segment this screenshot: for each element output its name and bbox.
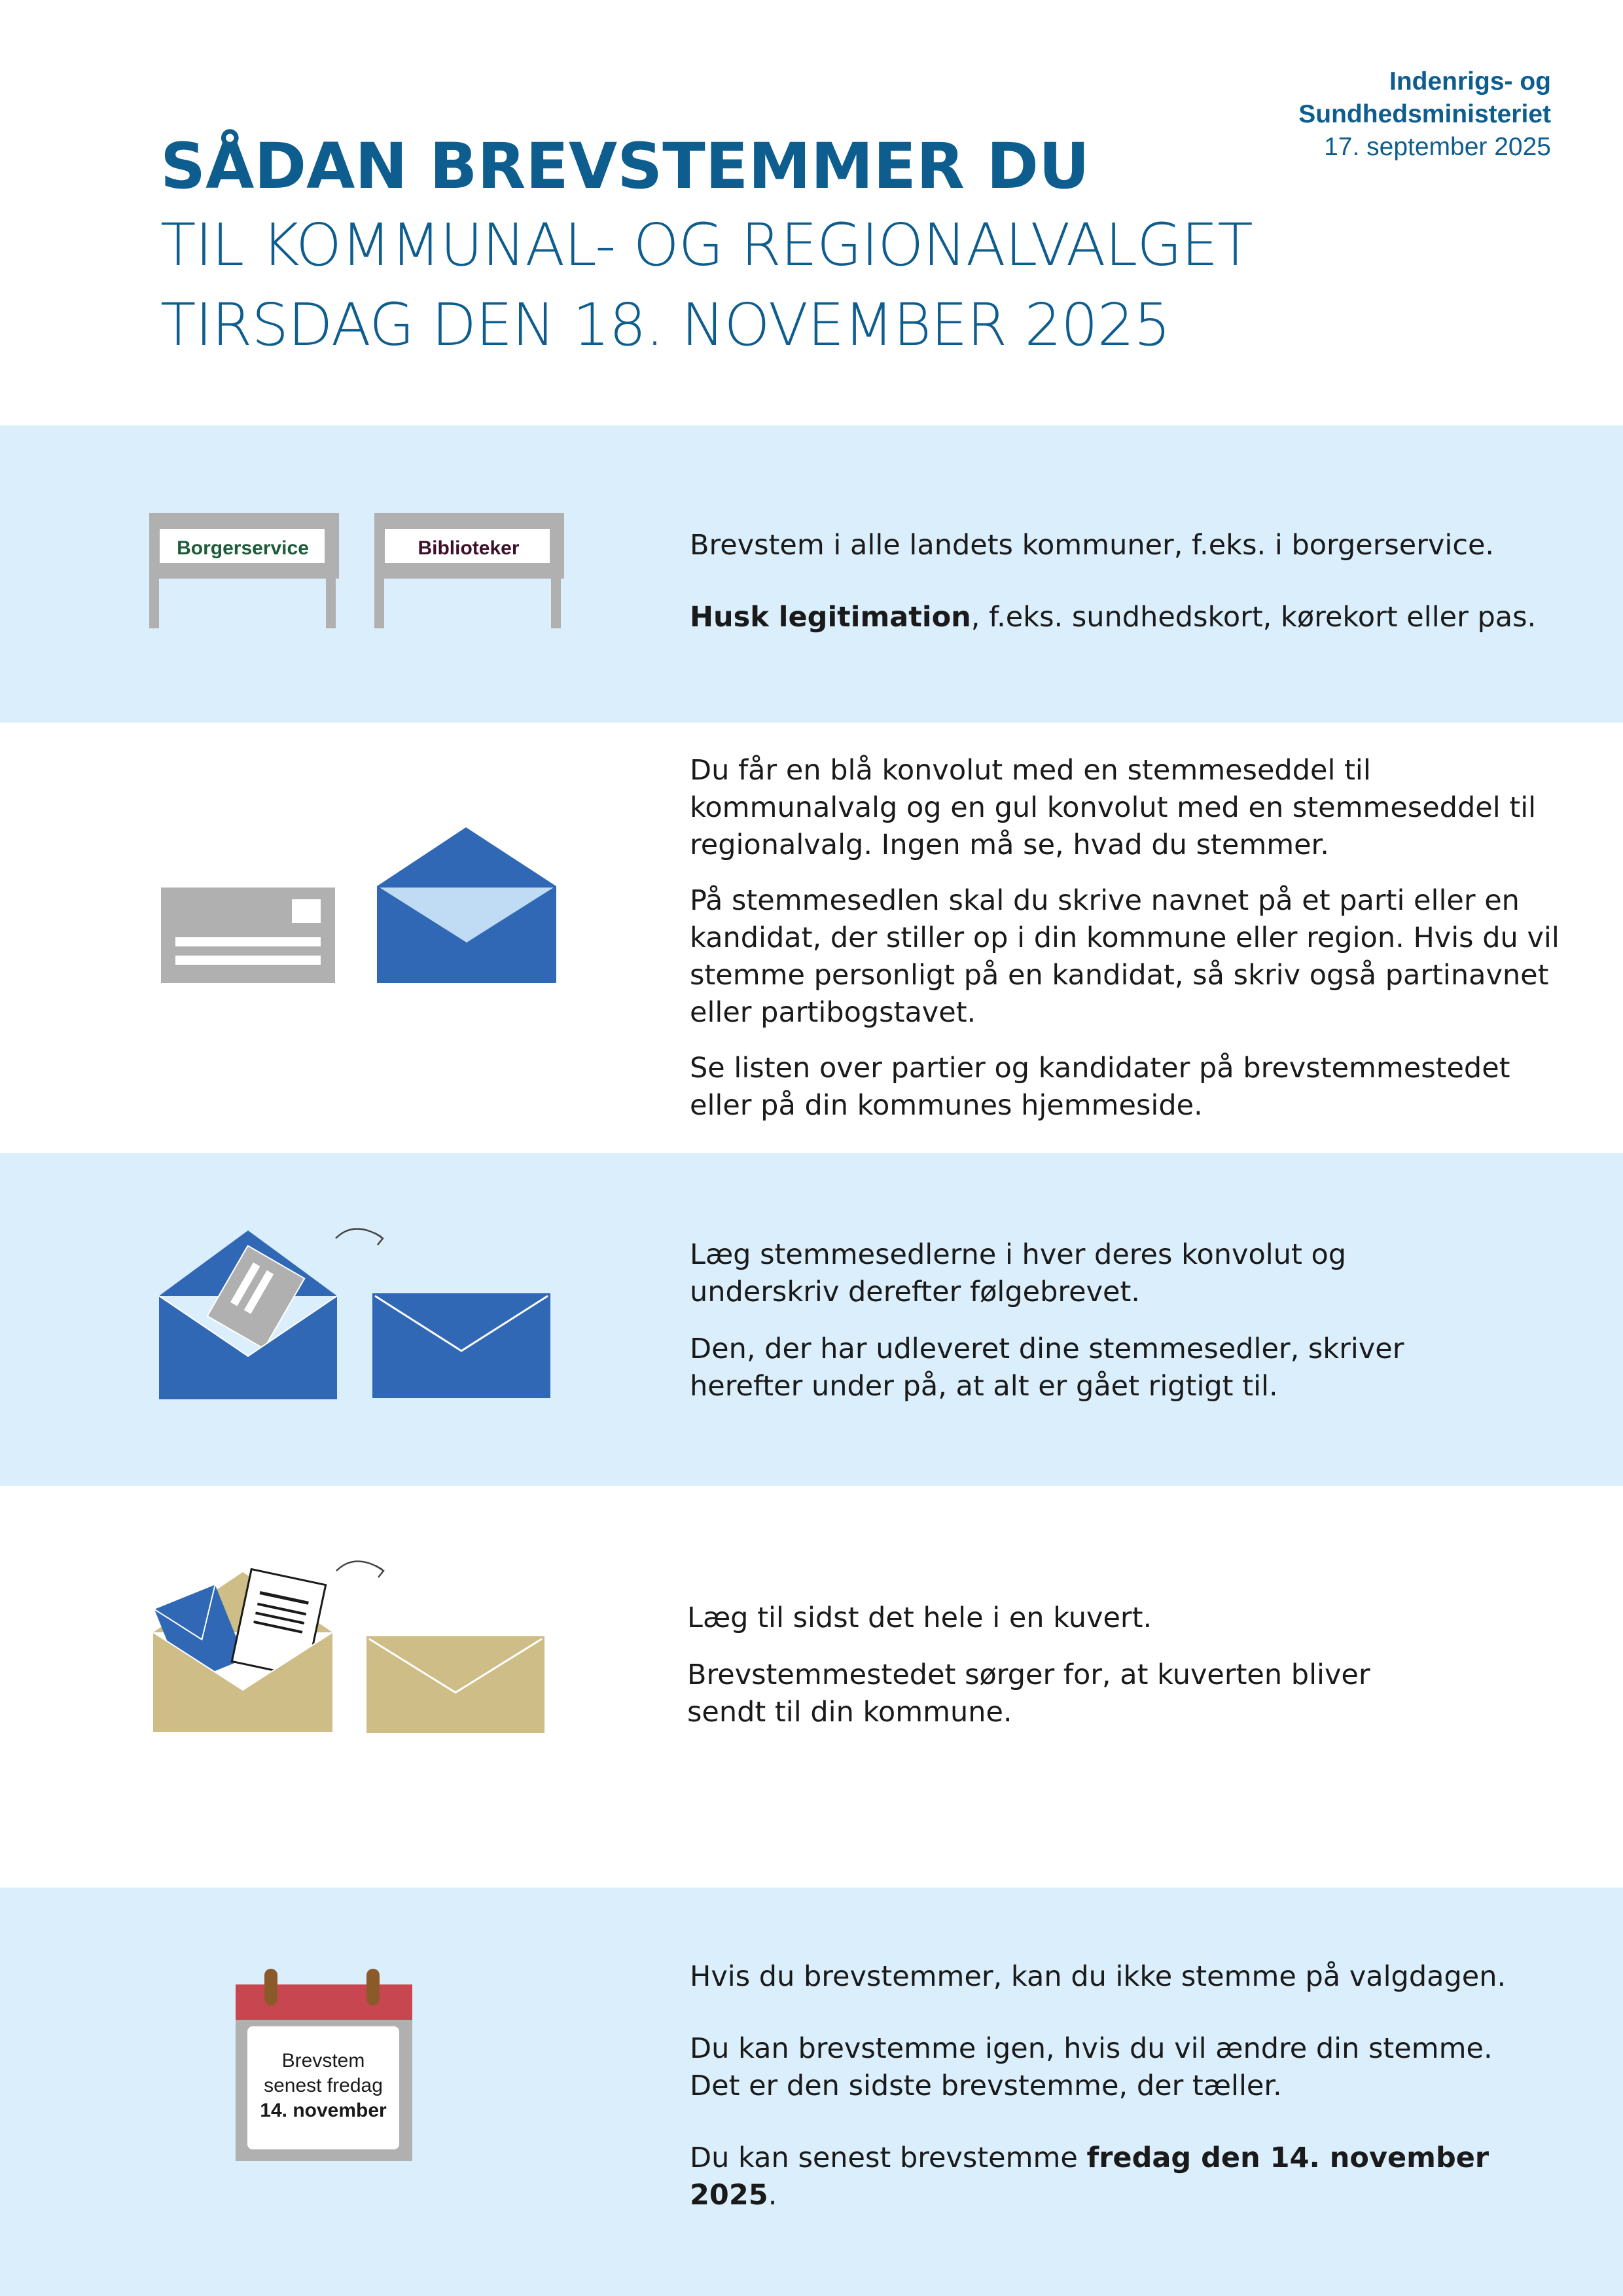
open-blue-envelope-icon — [377, 827, 556, 983]
ballot-and-envelope-icon — [161, 826, 556, 983]
section-1-p2 — [690, 599, 1567, 636]
calendar-line3: 14. november — [260, 2100, 387, 2121]
document-date: 17. september 2025 — [1324, 133, 1551, 161]
title-line2: TIL KOMMUNAL- OG REGIONALVALGET — [160, 211, 1253, 279]
signs-icon — [149, 513, 568, 628]
insert-ballot-envelope-icon — [159, 1225, 552, 1399]
section-3-p2: Den, der har udleveret dine stemmesedler, skriver herefter under på, at alt er gået rigtigt til. — [690, 1333, 1404, 1403]
legitimation-bold: Husk legitimation — [690, 601, 971, 634]
section-5-p2a: Du kan brevstemme igen, hvis du vil ændre din stemme. — [690, 2032, 1493, 2065]
open-gold-envelope-icon — [153, 1570, 332, 1732]
arrow-icon-2 — [336, 1561, 383, 1577]
calendar-icon — [236, 1969, 414, 2161]
section-5-p3 — [690, 2140, 1567, 2214]
closed-gold-envelope-icon — [366, 1636, 544, 1733]
sign1-label: Borgerservice — [177, 537, 309, 559]
sign-biblioteker — [374, 513, 564, 628]
section-1-text — [690, 527, 1567, 636]
calendar-line1: Brevstem — [281, 2050, 365, 2072]
sign2-label: Biblioteker — [418, 537, 520, 559]
section-2-p1: Du får en blå konvolut med en stemmeseddel til kommunalvalg og en gul konvolut med en stemmeseddel til regionalvalg. Ingen må se, hvad du stemmer. — [690, 754, 1537, 861]
section-4-text — [687, 1600, 1433, 1731]
ministry-header — [1298, 65, 1551, 164]
section-5-p1: Hvis du brevstemmer, kan du ikke stemme på valgdagen. — [690, 1960, 1507, 1993]
calendar-line2: senest fredag — [264, 2075, 383, 2096]
section-4-p2: Brevstemmestedet sørger for, at kuverten bliver sendt til din kommune. — [687, 1659, 1370, 1729]
section-1-p1: Brevstem i alle landets kommuner, f.eks. i borgerservice. — [690, 529, 1495, 562]
section-5-p2b: Det er den sidste brevstemme, der tæller. — [690, 2070, 1282, 2102]
section-2-text — [690, 752, 1567, 1124]
open-envelope-with-card-icon — [159, 1230, 337, 1399]
ballot-card-icon — [161, 888, 335, 983]
title-line3: TIRSDAG DEN 18. NOVEMBER 2025 — [160, 291, 1171, 359]
section-3-text — [690, 1236, 1410, 1405]
ministry-name-line2: Sundhedsministeriet — [1298, 100, 1551, 128]
sign-borgerservice — [149, 513, 339, 628]
section-5-text — [690, 1958, 1567, 2214]
section-2-p3: Se listen over partier og kandidater på brevstemmestedet eller på din kommunes hjemmeside. — [690, 1052, 1510, 1122]
ministry-name-line1: Indenrigs- og — [1389, 67, 1551, 96]
title-bold: SÅDAN BREVSTEMMER DU — [160, 130, 1090, 203]
section-2-p2: På stemmesedlen skal du skrive navnet på et parti eller en kandidat, der stiller op i din kommune eller region. Hvis du vil stemme personligt på en kandidat, så skriv også partinavnet eller partibogstavet. — [690, 884, 1560, 1029]
legitimation-rest: , f.eks. sundhedskort, kørekort eller pas. — [971, 601, 1537, 634]
outer-envelope-icon — [153, 1559, 546, 1733]
closed-blue-envelope-icon — [372, 1293, 550, 1398]
deadline-start: Du kan senest brevstemme — [690, 2142, 1087, 2174]
deadline-bold: fredag den 14. november 2025 — [690, 2142, 1489, 2212]
section-3-p1: Læg stemmesedlerne i hver deres konvolut og underskriv derefter følgebrevet. — [690, 1238, 1347, 1308]
deadline-end: . — [768, 2179, 777, 2212]
page-title — [160, 128, 1253, 365]
arrow-icon — [336, 1229, 383, 1245]
section-4-p1: Læg til sidst det hele i en kuvert. — [687, 1602, 1152, 1634]
